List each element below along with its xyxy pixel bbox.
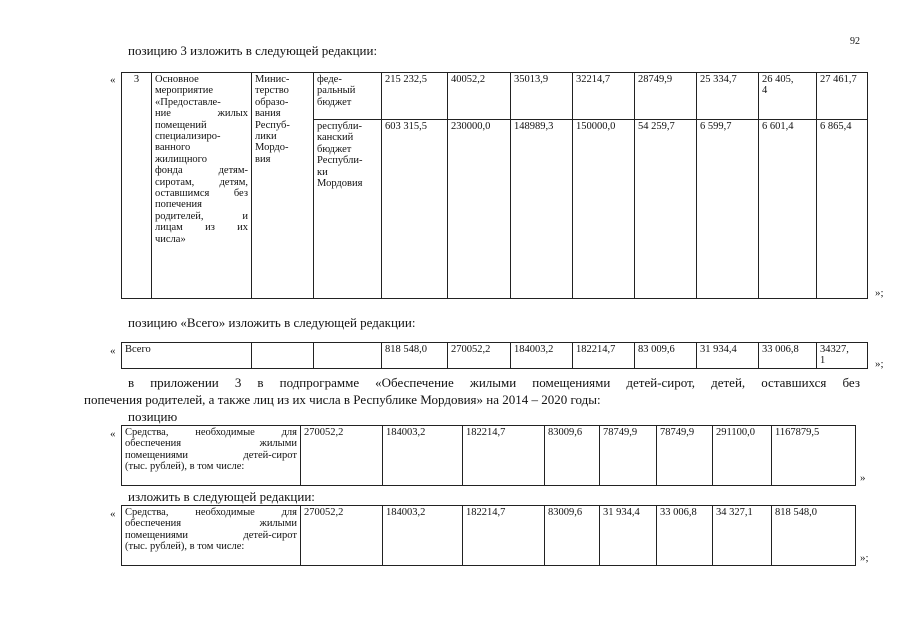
value-cell [772, 426, 856, 486]
old-value-4: 83009,6 [548, 427, 583, 438]
funds-label-cell [122, 506, 301, 566]
total-value-cell [817, 343, 868, 369]
old-value-total: 1167879,5 [775, 427, 820, 438]
cell-line: жилищного [155, 153, 207, 165]
cell-line: Средства, необходимые для [125, 427, 297, 438]
table-new-position [121, 505, 856, 566]
rep-value-cell [635, 120, 697, 299]
rep-value-2019: 6 601,4 [762, 121, 794, 132]
cell-line: обеспечения жилыми [125, 438, 297, 450]
cell-line: терство [255, 85, 289, 97]
cell-line: специализиро- [155, 131, 221, 143]
cell-line: бюджет [317, 143, 352, 155]
total-2018: 31 934,4 [700, 344, 737, 355]
new-value-2: 184003,2 [386, 507, 426, 518]
intro-position-total: позицию «Всего» изложить в следующей редакции: [128, 315, 416, 330]
rep-value-cell [382, 120, 448, 299]
total-2019: 33 006,8 [762, 344, 799, 355]
event-name-cell [152, 73, 252, 299]
cell-line: лики [255, 131, 277, 143]
rep-value-cell [817, 120, 868, 299]
total-2016: 182214,7 [576, 344, 616, 355]
rep-value-2017: 54 259,7 [638, 121, 675, 132]
event-name [155, 74, 248, 245]
rep-value-cell [573, 120, 635, 299]
old-value-2: 184003,2 [386, 427, 426, 438]
fed-value-cell [448, 73, 511, 120]
intro-position: позицию [128, 409, 178, 424]
page-number: 92 [850, 36, 860, 47]
funds-label [125, 507, 297, 553]
funds-label-cell [122, 426, 301, 486]
value-cell [463, 506, 545, 566]
cell-line: Основное [155, 74, 199, 85]
rep-value-2020: 6 865,4 [820, 121, 852, 132]
value-cell [383, 506, 463, 566]
cell-line: Мордовия [317, 178, 363, 190]
new-value-3: 182214,7 [466, 507, 506, 518]
total-value-cell [759, 343, 817, 369]
value-cell [545, 506, 600, 566]
fed-value-cell [697, 73, 759, 120]
value-cell [713, 426, 772, 486]
cell-line: «Предоставле- [155, 96, 221, 108]
new-value-5: 31 934,4 [603, 507, 640, 518]
cell-line: сиротам, детям, [155, 176, 248, 188]
empty-cell [314, 343, 382, 369]
cell-line: Минис- [255, 74, 290, 85]
fed-value-cell [635, 73, 697, 120]
total-value-cell [635, 343, 697, 369]
cell-line: феде- [317, 74, 342, 85]
total-label: Всего [122, 343, 252, 369]
fed-value-cell [573, 73, 635, 120]
paragraph-line-1: в приложении 3 в подпрограмме «Обеспечение жилыми помещениями детей-сирот, детей, оставшихся без [128, 375, 860, 390]
total-value-cell [697, 343, 759, 369]
total-sum: 818 548,0 [385, 344, 427, 355]
cell-line: помещениями детей-сирот [125, 529, 297, 541]
cell-line: образо- [255, 96, 289, 108]
cell-line: (тыс. рублей), в том числе: [125, 461, 245, 473]
total-value-cell [382, 343, 448, 369]
cell-line: Республи- [317, 155, 363, 167]
republic-budget-label [314, 120, 382, 299]
close-quote: » [860, 472, 866, 484]
fed-value-2020: 27 461,7 [820, 74, 857, 85]
total-value-cell [511, 343, 573, 369]
rep-value-cell [448, 120, 511, 299]
cell-line: оставшимся без [155, 188, 248, 200]
cell-line: канский [317, 132, 354, 144]
table-old-position [121, 425, 856, 486]
cell-line: ральный [317, 85, 356, 97]
value-cell [600, 426, 657, 486]
cell-line: родителей, и [155, 210, 248, 222]
open-quote: « [110, 508, 116, 520]
open-quote: « [110, 428, 116, 440]
cell-line: республи- [317, 121, 362, 132]
rep-total: 603 315,5 [385, 121, 427, 132]
rep-value-2016: 150000,0 [576, 121, 616, 132]
value-cell [600, 506, 657, 566]
intro-position-3: позицию 3 изложить в следующей редакции: [128, 43, 378, 58]
fed-value-2014: 40052,2 [451, 74, 486, 85]
fed-value-cell [759, 73, 817, 120]
total-2015: 184003,2 [514, 344, 554, 355]
cell-line: ванного [155, 142, 191, 154]
close-quote: »; [875, 358, 884, 370]
fed-value-2017: 28749,9 [638, 74, 673, 85]
row-number: 3 [122, 73, 152, 299]
fed-value-2018: 25 334,7 [700, 74, 737, 85]
old-value-6: 78749,9 [660, 427, 695, 438]
funds-label [125, 427, 297, 473]
cell-line: лицам из их [155, 222, 248, 234]
value-cell [545, 426, 600, 486]
paragraph-line-2: попечения родителей, а также лиц из их числа в Республике Мордовия» на 2014 – 2020 годы: [84, 392, 601, 407]
table-position-3 [121, 72, 868, 299]
old-value-1: 270052,2 [304, 427, 344, 438]
cell-line: Средства, необходимые для [125, 507, 297, 518]
value-cell [772, 506, 856, 566]
fed-total: 215 232,5 [385, 74, 427, 85]
cell-line: вания [255, 108, 281, 120]
old-value-5: 78749,9 [603, 427, 638, 438]
cell-line: (тыс. рублей), в том числе: [125, 541, 245, 553]
value-cell [657, 506, 713, 566]
fed-value-cell [817, 73, 868, 120]
value-cell [713, 506, 772, 566]
executor-name [255, 74, 310, 165]
old-value-3: 182214,7 [466, 427, 506, 438]
total-value-cell [448, 343, 511, 369]
total-2017: 83 009,6 [638, 344, 675, 355]
fed-value-2016: 32214,7 [576, 74, 611, 85]
cell-line: помещениями детей-сирот [125, 449, 297, 461]
value-cell [301, 426, 383, 486]
cell-line: попечения [155, 199, 202, 211]
cell-line: фонда детям- [155, 165, 248, 177]
rep-value-cell [511, 120, 573, 299]
open-quote: « [110, 345, 116, 357]
rep-value-cell [697, 120, 759, 299]
open-quote: « [110, 74, 116, 86]
table-total [121, 342, 868, 369]
fed-value-2019: 26 405, 4 [762, 74, 794, 97]
new-value-7: 34 327,1 [716, 507, 753, 518]
value-cell [463, 426, 545, 486]
value-cell [383, 426, 463, 486]
new-value-6: 33 006,8 [660, 507, 697, 518]
close-quote: »; [860, 552, 869, 564]
total-value-cell [573, 343, 635, 369]
intro-new-edition: изложить в следующей редакции: [128, 489, 315, 504]
total-2020: 34327, 1 [820, 344, 849, 367]
rep-value-2018: 6 599,7 [700, 121, 732, 132]
new-value-1: 270052,2 [304, 507, 344, 518]
cell-line: Респуб- [255, 119, 290, 131]
cell-line: помещений [155, 119, 207, 131]
fed-value-cell [511, 73, 573, 120]
empty-cell [252, 343, 314, 369]
value-cell [301, 506, 383, 566]
cell-line: Мордо- [255, 142, 289, 154]
cell-line: ние жилых [155, 108, 248, 120]
rep-value-cell [759, 120, 817, 299]
value-cell [657, 426, 713, 486]
cell-line: ки [317, 166, 328, 178]
new-value-total: 818 548,0 [775, 507, 817, 518]
fed-value-2015: 35013,9 [514, 74, 549, 85]
cell-line: вия [255, 153, 271, 165]
new-value-4: 83009,6 [548, 507, 583, 518]
total-2014: 270052,2 [451, 344, 491, 355]
old-value-7: 291100,0 [716, 427, 755, 438]
fed-value-cell [382, 73, 448, 120]
cell-line: мероприятие [155, 85, 213, 97]
rep-value-2014: 230000,0 [451, 121, 491, 132]
close-quote: »; [875, 287, 884, 299]
cell-line: бюджет [317, 96, 352, 108]
cell-line: обеспечения жилыми [125, 518, 297, 530]
executor-cell [252, 73, 314, 299]
cell-line: числа» [155, 233, 186, 245]
rep-value-2015: 148989,3 [514, 121, 554, 132]
federal-budget-label [314, 73, 382, 120]
